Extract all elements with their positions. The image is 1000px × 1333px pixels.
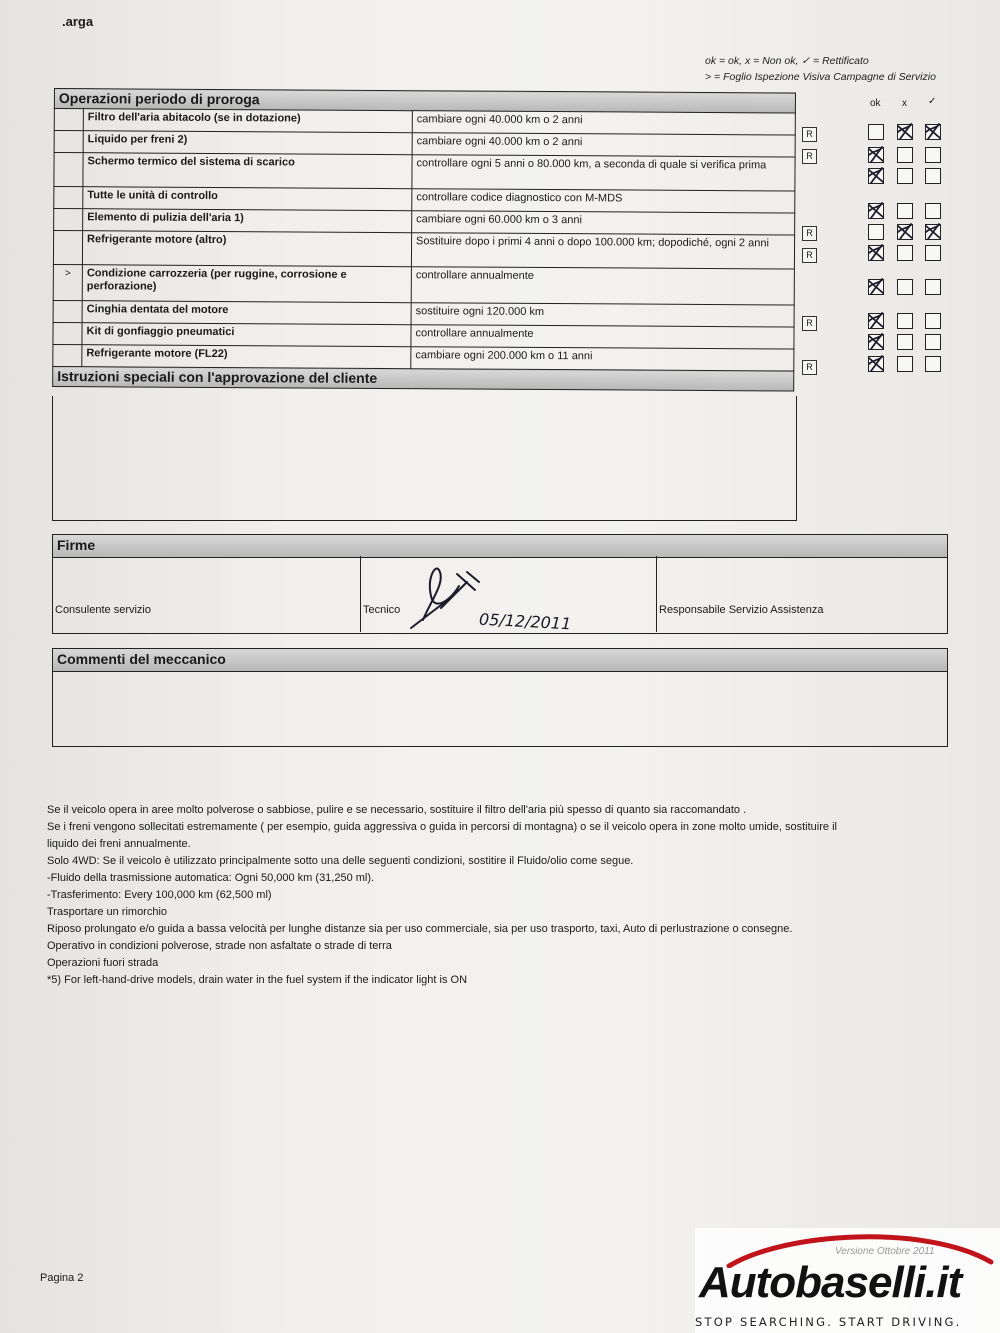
brand-logo <box>695 1228 1000 1333</box>
note-line: Se i freni vengono sollecitati estremamente ( per esempio, guida aggressiva o guida in percorsi di montagna) o se il veicolo opera in zone molto umide, sostituire il <box>47 821 837 833</box>
checkbox-x[interactable] <box>897 279 913 295</box>
mechanic-comments-title: Commenti del meccanico <box>52 648 948 672</box>
check-mark-icon <box>896 122 914 140</box>
special-instructions-title: Istruzioni speciali con l'approvazione del cliente <box>53 366 794 391</box>
operation-action: controllare codice diagnostico con M-MDS <box>412 189 795 213</box>
operation-name: Liquido per freni 2) <box>83 131 412 155</box>
note-line: *5) For left-hand-drive models, drain water in the fuel system if the indicator light is ON <box>47 974 468 986</box>
technician-label: Tecnico <box>363 604 401 616</box>
consultant-label: Consulente servizio <box>55 604 151 616</box>
checkbox-ok[interactable] <box>868 168 884 184</box>
signatures-row <box>52 556 948 634</box>
maintenance-notes <box>47 802 907 989</box>
check-mark-icon <box>867 277 885 295</box>
row-marker <box>54 153 83 187</box>
check-mark-icon <box>867 311 885 329</box>
check-mark-icon <box>867 166 885 184</box>
checkbox-v[interactable] <box>925 147 941 163</box>
checkbox-x[interactable] <box>897 334 913 350</box>
operation-name: Refrigerante motore (altro) <box>82 231 411 267</box>
r-indicator: R <box>802 149 817 164</box>
checkbox-v[interactable] <box>925 356 941 372</box>
operation-name: Kit di gonfiaggio pneumatici <box>82 323 411 347</box>
r-indicator: R <box>802 226 817 241</box>
operations-table <box>52 88 796 392</box>
operation-action: controllare annualmente <box>411 267 794 305</box>
brand-tagline: STOP SEARCHING. START DRIVING. <box>695 1315 962 1329</box>
note-line: Solo 4WD: Se il veicolo è utilizzato principalmente sotto una delle seguenti condizioni, sostitire il Fluido/olio come segue. <box>47 855 634 867</box>
checkbox-ok[interactable] <box>868 334 884 350</box>
checkbox-x[interactable] <box>897 356 913 372</box>
service-manager-signature-cell <box>657 556 947 632</box>
r-indicator: R <box>802 127 817 142</box>
checkbox-v[interactable] <box>925 168 941 184</box>
check-mark-icon <box>867 332 885 350</box>
checkbox-v[interactable] <box>925 313 941 329</box>
page-header: .arga <box>62 14 94 29</box>
checkbox-v[interactable] <box>925 203 941 219</box>
check-mark-icon <box>867 201 885 219</box>
table-row <box>53 264 794 305</box>
checkbox-ok[interactable] <box>868 203 884 219</box>
column-not-ok: x <box>902 98 907 109</box>
r-indicator: R <box>802 248 817 263</box>
checkbox-x[interactable] <box>897 168 913 184</box>
checkbox-ok[interactable] <box>868 124 884 140</box>
brand-name: Autobaselli.it <box>699 1258 962 1307</box>
row-marker <box>53 231 82 265</box>
operation-name: Schermo termico del sistema di scarico <box>83 153 412 189</box>
row-marker <box>54 209 83 231</box>
note-line: -Fluido della trasmissione automatica: Ogni 50,000 km (31,250 ml). <box>47 872 375 884</box>
checkbox-x[interactable] <box>897 147 913 163</box>
checkbox-x[interactable] <box>897 203 913 219</box>
operation-name: Cinghia dentata del motore <box>82 301 411 325</box>
r-indicator: R <box>802 316 817 331</box>
row-marker <box>54 131 83 153</box>
operation-action: controllare annualmente <box>411 325 794 349</box>
checkbox-v[interactable] <box>925 224 941 240</box>
note-line: Se il veicolo opera in aree molto polverose o sabbiose, pulire e se necessario, sostituire il filtro dell'aria più spesso di quanto sia raccomandato . <box>47 804 747 816</box>
note-line: -Trasferimento: Every 100,000 km (62,500 ml) <box>47 889 272 901</box>
service-manager-label: Responsabile Servizio Assistenza <box>659 604 824 616</box>
row-marker <box>53 344 82 366</box>
check-mark-icon <box>867 145 885 163</box>
check-mark-icon <box>924 222 942 240</box>
column-ok: ok <box>870 98 881 109</box>
checkbox-x[interactable] <box>897 245 913 261</box>
table-row <box>53 231 794 270</box>
checkbox-ok[interactable] <box>868 356 884 372</box>
check-mark-icon <box>867 354 885 372</box>
page-number: Pagina 2 <box>40 1272 84 1284</box>
operation-name: Condizione carrozzeria (per ruggine, corrosione e perforazione) <box>82 265 411 303</box>
note-line: Riposo prolungato e/o guida a bassa velocità per lunghe distanze sia per uso commerciale, sia per uso trasporto, taxi, Auto di perlustrazione o consegne. <box>47 923 793 935</box>
checkbox-v[interactable] <box>925 124 941 140</box>
row-marker <box>53 300 82 322</box>
check-mark-icon <box>867 243 885 261</box>
checkbox-v[interactable] <box>925 245 941 261</box>
mechanic-comments-area <box>52 670 948 747</box>
operation-name: Refrigerante motore (FL22) <box>82 345 411 369</box>
legend-line-1: ok = ok, x = Non ok, ✓ = Rettificato <box>705 55 869 67</box>
operation-action: cambiare ogni 40.000 km o 2 anni <box>412 133 795 157</box>
operation-action: sostituire ogni 120.000 km <box>411 303 794 327</box>
legend-line-2: > = Foglio Ispezione Visiva Campagne di Servizio <box>705 71 936 83</box>
operation-action: controllare ogni 5 anni o 80.000 km, a seconda di quale si verifica prima <box>412 155 795 191</box>
row-marker <box>54 187 83 209</box>
note-line: Operativo in condizioni polverose, strade non asfaltate o strade di terra <box>47 940 392 952</box>
checkbox-ok[interactable] <box>868 147 884 163</box>
checkbox-ok[interactable] <box>868 224 884 240</box>
operation-action: cambiare ogni 60.000 km o 3 anni <box>412 211 795 235</box>
checkbox-x[interactable] <box>897 224 913 240</box>
note-line: liquido dei freni annualmente. <box>47 838 191 850</box>
row-marker <box>54 109 83 131</box>
note-line: Trasportare un rimorchio <box>47 906 168 918</box>
checkbox-x[interactable] <box>897 124 913 140</box>
version-label: Versione Ottobre 2011 <box>835 1246 935 1257</box>
operation-name: Tutte le unità di controllo <box>83 187 412 211</box>
technician-signature-cell <box>361 556 657 632</box>
consultant-signature-cell <box>53 556 361 632</box>
checkbox-v[interactable] <box>925 334 941 350</box>
signatures-title: Firme <box>52 534 948 558</box>
operation-action: cambiare ogni 200.000 km o 11 anni <box>411 347 794 371</box>
row-marker <box>53 322 82 344</box>
r-indicator: R <box>802 360 817 375</box>
note-line: Operazioni fuori strada <box>47 957 159 969</box>
row-marker: > <box>53 264 82 300</box>
check-mark-icon <box>896 222 914 240</box>
checkbox-x[interactable] <box>897 313 913 329</box>
column-rectified: ✓ <box>928 96 937 107</box>
checkbox-ok[interactable] <box>868 245 884 261</box>
operation-action: cambiare ogni 40.000 km o 2 anni <box>412 111 795 135</box>
handwritten-date: 05/12/2011 <box>478 609 572 634</box>
operations-title: Operazioni periodo di proroga <box>54 89 795 114</box>
special-instructions-area <box>52 396 797 521</box>
checkbox-ok[interactable] <box>868 313 884 329</box>
check-mark-icon <box>924 122 942 140</box>
table-row <box>54 153 795 192</box>
checkbox-v[interactable] <box>925 279 941 295</box>
operation-action: Sostituire dopo i primi 4 anni o dopo 100.000 km; dopodiché, ogni 2 anni <box>411 233 794 269</box>
checkbox-ok[interactable] <box>868 279 884 295</box>
handwritten-signature <box>401 560 481 632</box>
operation-name: Elemento di pulizia dell'aria 1) <box>83 209 412 233</box>
operation-name: Filtro dell'aria abitacolo (se in dotazione) <box>83 109 412 133</box>
